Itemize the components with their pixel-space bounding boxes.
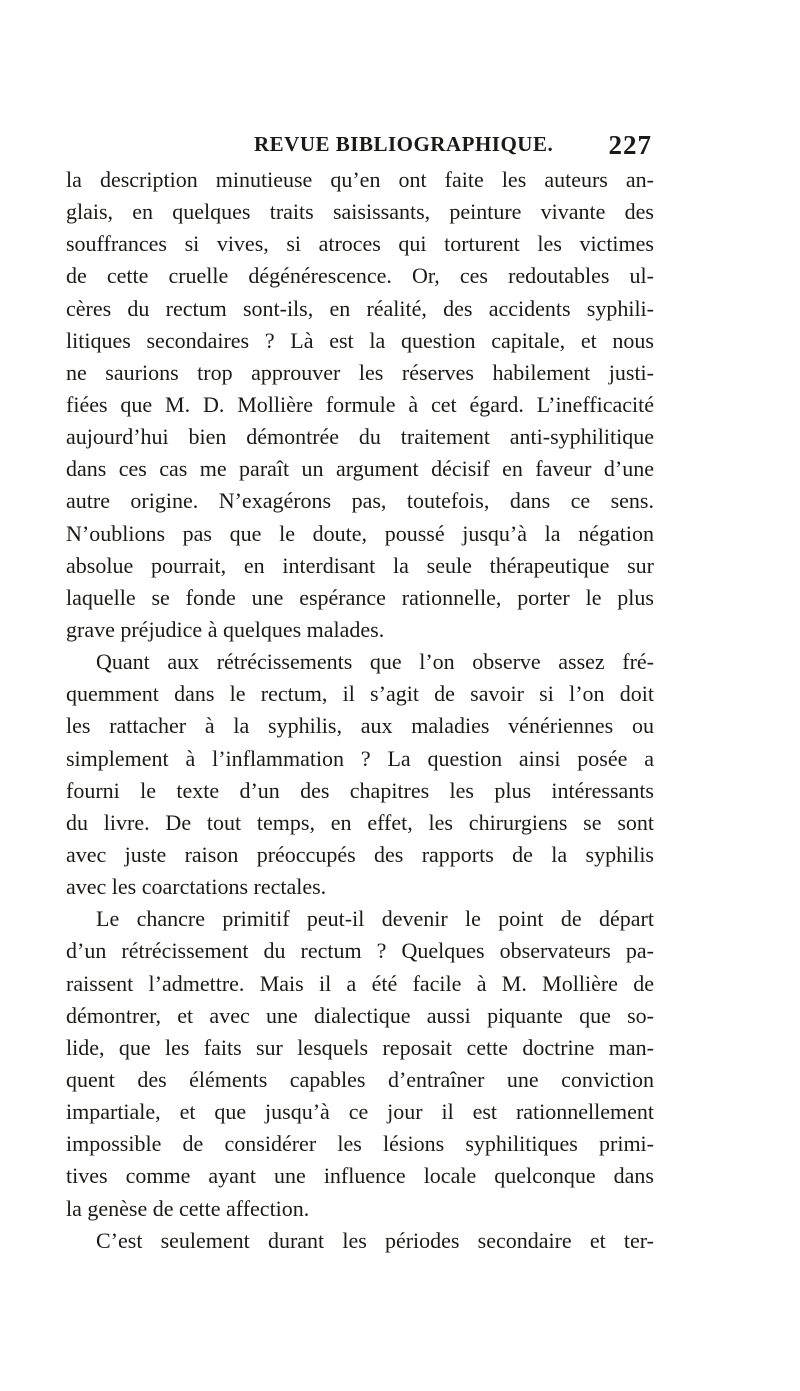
text-line: simplement à l’inflammation ? La question ainsi posée a <box>66 745 654 771</box>
page <box>66 132 654 1257</box>
text-line: du livre. De tout temps, en effet, les chirurgiens se sont <box>66 809 654 835</box>
text-line: raissent l’admettre. Mais il a été facile à M. Mollière de <box>66 970 654 996</box>
text-line: fourni le texte d’un des chapitres les plus intéressants <box>66 777 654 803</box>
text-line: de cette cruelle dégénérescence. Or, ces redoutables ul- <box>66 263 654 289</box>
text-line: aujourd’hui bien démontrée du traitement anti-syphilitique <box>66 424 654 450</box>
text-line: absolue pourrait, en interdisant la seule thérapeutique sur <box>66 552 654 578</box>
text-line: laquelle se fonde une espérance rationnelle, porter le plus <box>66 584 654 610</box>
text-line: d’un rétrécissement du rectum ? Quelques observateurs pa- <box>66 938 654 964</box>
text-line: ne saurions trop approuver les réserves habilement justi- <box>66 359 654 385</box>
text-line: N’oublions pas que le doute, poussé jusqu’à la négation <box>66 520 654 546</box>
text-line: fiées que M. D. Mollière formule à cet égard. L’inefficacité <box>66 391 654 417</box>
text-line: souffrances si vives, si atroces qui torturent les victimes <box>66 231 654 257</box>
text-line: la genèse de cette affection. <box>66 1195 310 1221</box>
text-line: glais, en quelques traits saisissants, peinture vivante des <box>66 199 654 225</box>
text-line: litiques secondaires ? Là est la question capitale, et nous <box>66 327 654 353</box>
text-line: impossible de considérer les lésions syphilitiques primi- <box>66 1131 654 1157</box>
paragraph-start-line: Quant aux rétrécissements que l’on observe assez fré- <box>96 649 654 675</box>
text-line: quemment dans le rectum, il s’agit de savoir si l’on doit <box>66 681 654 707</box>
paragraph-start-line: Le chancre primitif peut-il devenir le point de départ <box>96 906 654 932</box>
paragraph-start-line: C’est seulement durant les périodes secondaire et ter- <box>96 1227 654 1253</box>
text-line: cères du rectum sont-ils, en réalité, des accidents syphili- <box>66 295 654 321</box>
text-line: dans ces cas me paraît un argument décisif en faveur d’une <box>66 456 654 482</box>
text-line: avec les coarctations rectales. <box>66 874 327 900</box>
body-text <box>66 164 654 1257</box>
text-line: grave préjudice à quelques malades. <box>66 616 385 642</box>
text-line: la description minutieuse qu’en ont faite les auteurs an- <box>66 167 654 192</box>
running-head <box>66 132 654 164</box>
text-line: lide, que les faits sur lesquels reposait cette doctrine man- <box>66 1034 654 1060</box>
page-number: 227 <box>608 130 652 160</box>
text-line: autre origine. N’exagérons pas, toutefois, dans ce sens. <box>66 488 654 514</box>
text-line: avec juste raison préoccupés des rapports de la syphilis <box>66 841 654 867</box>
text-line: quent des éléments capables d’entraîner une conviction <box>66 1066 654 1092</box>
text-line: tives comme ayant une influence locale quelconque dans <box>66 1163 654 1189</box>
text-line: démontrer, et avec une dialectique aussi piquante que so- <box>66 1002 654 1028</box>
running-title: REVUE BIBLIOGRAPHIQUE. <box>254 132 554 156</box>
text-line: les rattacher à la syphilis, aux maladies vénériennes ou <box>66 713 654 739</box>
text-line: impartiale, et que jusqu’à ce jour il est rationnellement <box>66 1099 654 1125</box>
